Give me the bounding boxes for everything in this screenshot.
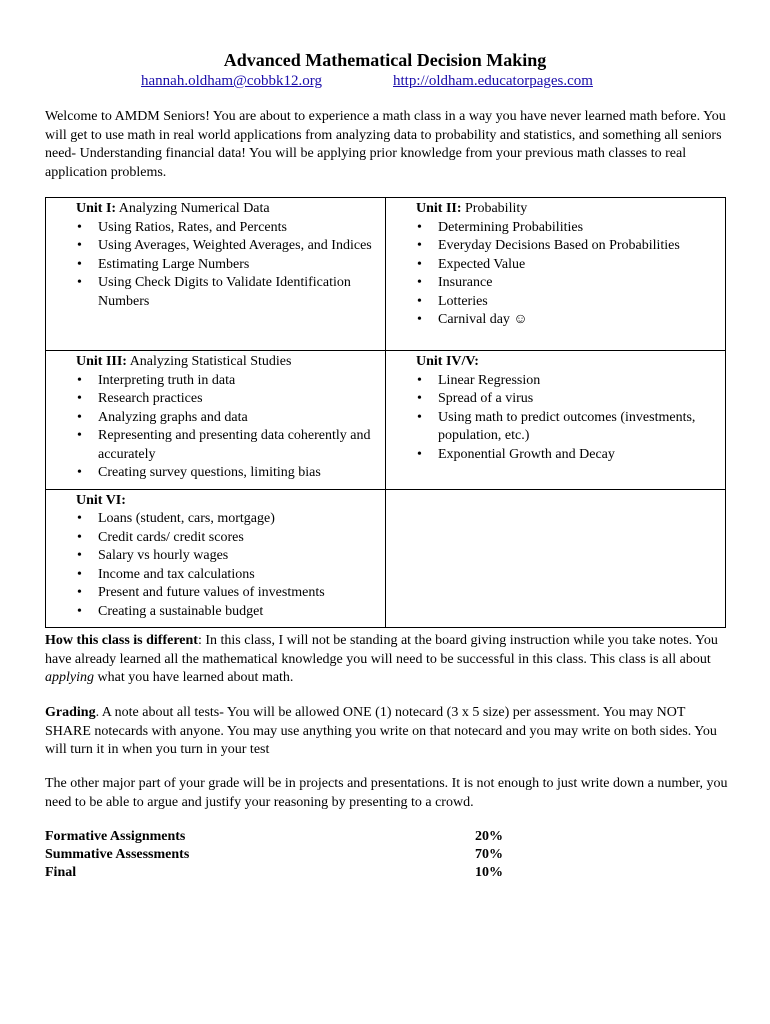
grade-label: Formative Assignments: [45, 829, 186, 844]
grade-weights: [45, 828, 515, 882]
list-item: • Present and future values of investments: [98, 584, 377, 603]
list-item: • Estimating Large Numbers: [98, 256, 377, 275]
grade-row: [45, 828, 515, 846]
unit-6-heading: Unit VI:: [76, 492, 126, 508]
list-item: • Analyzing graphs and data: [98, 409, 377, 428]
list-item: • Determining Probabilities: [438, 219, 717, 238]
list-item: • Linear Regression: [438, 372, 717, 391]
unit-1-list: [76, 219, 377, 312]
grade-row: [45, 846, 515, 864]
unit-3-list: [76, 372, 377, 483]
grade-row: [45, 864, 515, 882]
projects-paragraph: The other major part of your grade will be in projects and presentations. It is not enough to just write down a number, you need to be able to argue and justify your reasoning by presenting to a crowd.: [45, 776, 728, 810]
page-title: Advanced Mathematical Decision Making: [223, 50, 547, 70]
list-item: • Everyday Decisions Based on Probabilities: [438, 237, 717, 256]
grade-value: 20%: [475, 829, 503, 844]
list-item: • Salary vs hourly wages: [98, 547, 377, 566]
unit-2-cell: [386, 198, 726, 351]
grade-value: 10%: [475, 865, 503, 880]
list-item: • Creating a sustainable budget: [98, 603, 377, 622]
list-item: • Insurance: [438, 274, 717, 293]
intro-paragraph: Welcome to AMDM Seniors! You are about to experience a math class in a way you have never learned math before. You will get to use math in real world applications from analyzing data to probability and statistics, and something all seniors need- Understanding financial data! You will be applying prior knowledge from your previous math classes to real application problems.: [45, 109, 726, 180]
unit-4-5-cell: [386, 351, 726, 490]
list-item: • Representing and presenting data coherently and accurately: [98, 427, 377, 464]
unit-1-heading: Unit I: Analyzing Numerical Data: [76, 201, 270, 216]
list-item: • Credit cards/ credit scores: [98, 529, 377, 548]
class-difference-paragraph: How this class is different: In this class, I will not be standing at the board giving instruction while you take notes. You have already learned all the mathematical knowledge you will need to be successful in this class. This class is all about applying what you have learned about math.: [45, 633, 718, 685]
contact-links: [0, 72, 770, 92]
unit-3-cell: [46, 351, 386, 490]
unit-6-cell: [46, 489, 386, 628]
unit-1-cell: [46, 198, 386, 351]
units-table: [45, 197, 726, 628]
grade-label: Final: [45, 865, 77, 880]
grade-label: Summative Assessments: [45, 847, 190, 862]
list-item: • Using math to predict outcomes (investments, population, etc.): [438, 409, 717, 446]
list-item: • Lotteries: [438, 293, 717, 312]
unit-6-list: [76, 510, 377, 621]
unit-3-heading: Unit III: Analyzing Statistical Studies: [76, 354, 292, 369]
list-item: • Income and tax calculations: [98, 566, 377, 585]
list-item: • Expected Value: [438, 256, 717, 275]
list-item: • Loans (student, cars, mortgage): [98, 510, 377, 529]
unit-4-5-heading: Unit IV/V:: [416, 354, 479, 369]
list-item: • Using Ratios, Rates, and Percents: [98, 219, 377, 238]
grade-value: 70%: [475, 847, 503, 862]
unit-4-5-list: [416, 372, 717, 465]
unit-2-list: [416, 219, 717, 330]
list-item: • Using Averages, Weighted Averages, and Indices: [98, 237, 377, 256]
email-link[interactable]: hannah.oldham@cobbk12.org: [141, 73, 323, 89]
unit-2-heading: Unit II: Probability: [416, 201, 528, 216]
list-item: • Research practices: [98, 390, 377, 409]
website-link[interactable]: http://oldham.educatorpages.com: [393, 73, 593, 89]
list-item: • Creating survey questions, limiting bias: [98, 464, 377, 483]
list-item: • Spread of a virus: [438, 390, 717, 409]
list-item: • Exponential Growth and Decay: [438, 446, 717, 465]
list-item: • Interpreting truth in data: [98, 372, 377, 391]
list-item: • Using Check Digits to Validate Identification Numbers: [98, 274, 377, 311]
grading-paragraph: Grading. A note about all tests- You will be allowed ONE (1) notecard (3 x 5 size) per assessment. You may NOT SHARE notecards with anyone. You may use anything you write on that notecard and you may write on both sides. You will turn it in when you turn in your test: [45, 705, 717, 757]
empty-cell: [386, 489, 726, 628]
list-item: • Carnival day ☺: [438, 311, 717, 330]
